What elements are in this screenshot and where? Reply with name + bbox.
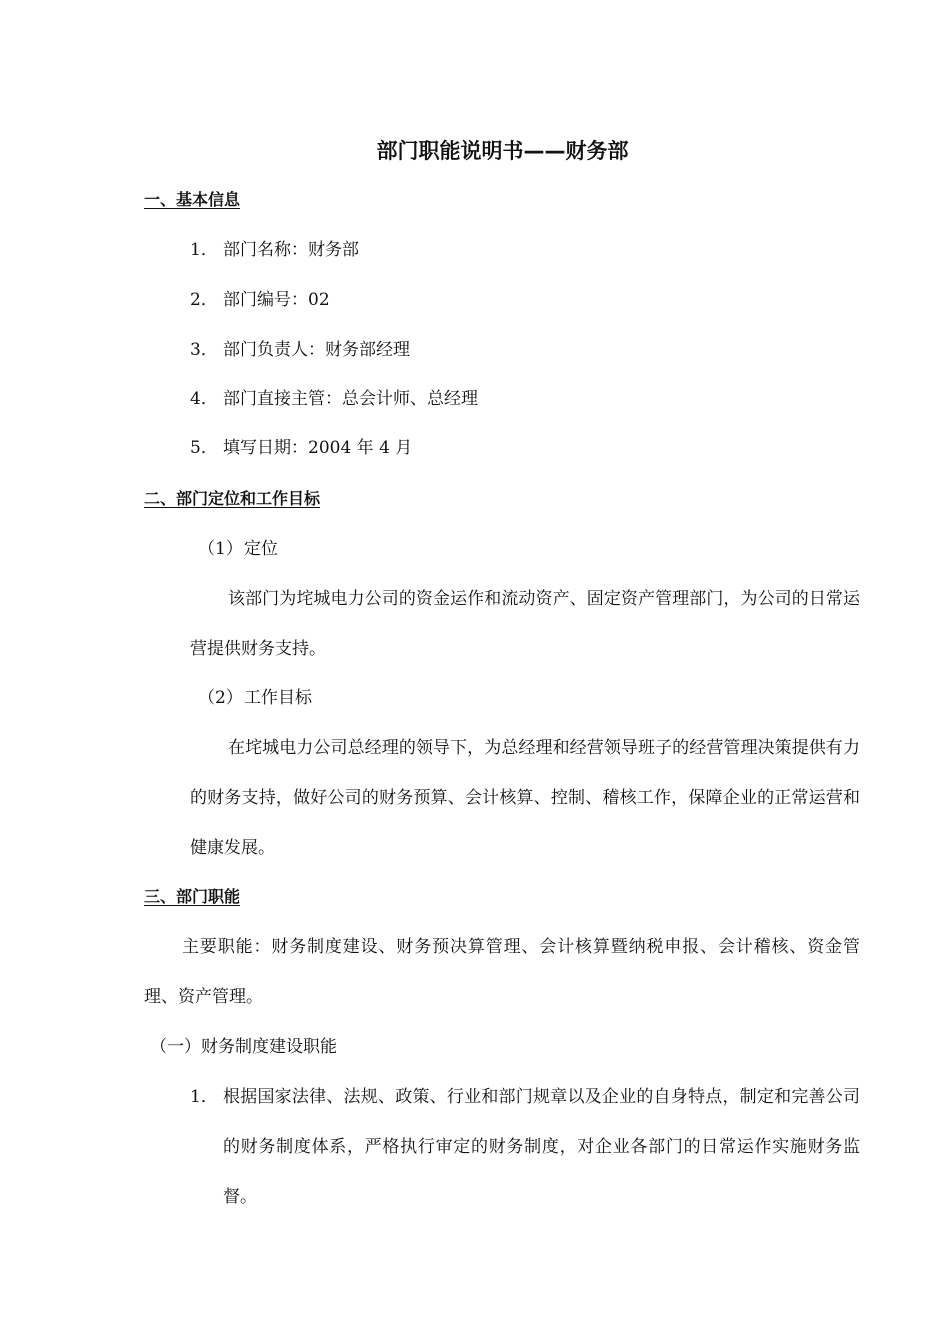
list-item-text: 根据国家法律、法规、政策、行业和部门规章以及企业的自身特点，制定和完善公司的财务制度体系，严格执行审定的财务制度，对企业各部门的日常运作实施财务监督。: [223, 1087, 860, 1207]
list-item-number: 2．: [190, 290, 218, 310]
positioning-paragraph: 该部门为垞城电力公司的资金运作和流动资产、固定资产管理部门，为公司的日常运营提供财务支持。: [190, 589, 860, 659]
subheading-work-goals: [198, 687, 312, 709]
list-item: [190, 239, 359, 261]
list-item-text: 部门名称：财务部: [223, 240, 359, 260]
list-item-number: 1．: [190, 240, 218, 260]
list-item: [190, 437, 412, 459]
section-heading-functions: 三、部门职能: [144, 887, 241, 906]
list-item: [190, 289, 330, 311]
subheading-positioning: [198, 538, 278, 560]
list-item-text: 部门编号：02: [223, 290, 330, 310]
list-item: [190, 388, 478, 410]
list-item-text: 部门负责人：财务部经理: [223, 340, 410, 360]
subheading-title: 定位: [244, 539, 278, 559]
main-functions-paragraph: 主要职能：财务制度建设、财务预决算管理、会计核算暨纳税申报、会计稽核、资金管理、资产管理。: [144, 937, 860, 1007]
section-heading-positioning-goals: 二、部门定位和工作目标: [144, 489, 321, 508]
list-item-text: 部门直接主管：总会计师、总经理: [223, 389, 478, 409]
list-item-number: 5．: [190, 438, 218, 458]
list-item-number: 1．: [190, 1087, 218, 1107]
list-item-text: 填写日期：2004 年 4 月: [223, 438, 413, 458]
section-heading-basic-info: 一、基本信息: [144, 190, 241, 209]
list-item-number: 4．: [190, 389, 218, 409]
subheading-title: 工作目标: [244, 688, 312, 708]
subheading-label: （1）: [198, 539, 243, 559]
document-title: 部门职能说明书——财务部: [376, 139, 629, 163]
subheading-label: （2）: [198, 688, 243, 708]
list-item-number: 3．: [190, 340, 218, 360]
subsection-title: （一）财务制度建设职能: [150, 1037, 337, 1057]
list-item: [190, 339, 410, 361]
work-goals-paragraph: 在垞城电力公司总经理的领导下，为总经理和经营领导班子的经营管理决策提供有力的财务支持，做好公司的财务预算、会计核算、控制、稽核工作，保障企业的正常运营和健康发展。: [190, 738, 860, 858]
